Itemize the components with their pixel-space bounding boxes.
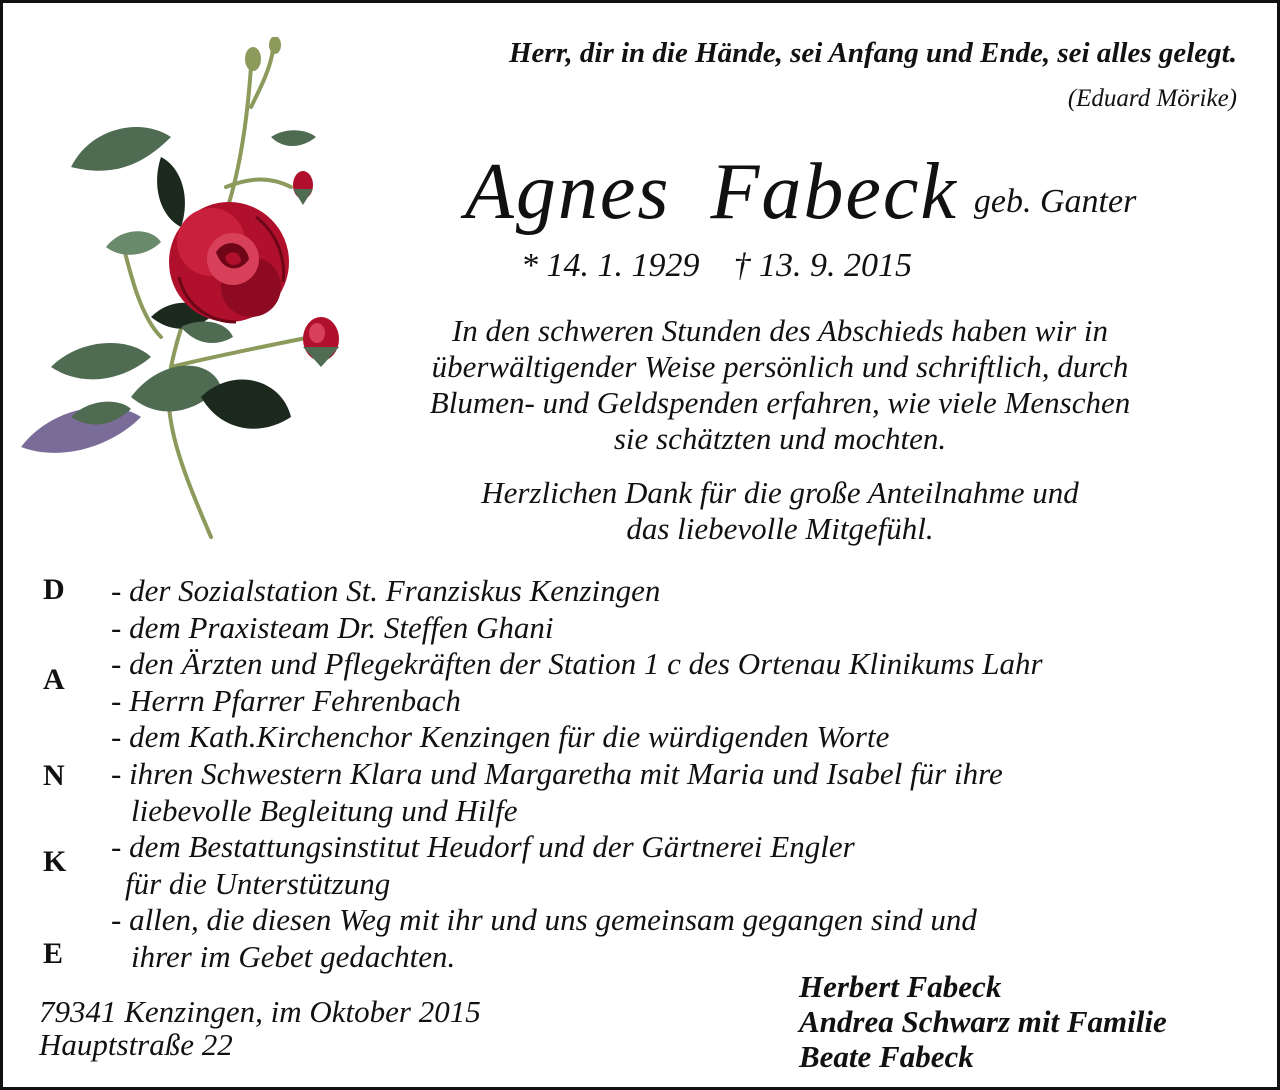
signer: Herbert Fabeck — [799, 969, 1002, 1004]
text-line: sie schätzten und mochten. — [613, 421, 947, 456]
danke-letter-n: N — [43, 759, 65, 792]
first-name: Agnes — [465, 148, 671, 236]
list-item: - dem Kath.Kirchenchor Kenzingen für die würdigenden Worte — [111, 719, 890, 755]
signers — [799, 969, 1167, 1074]
thanks-paragraph-2 — [355, 475, 1205, 547]
birth-date: * 14. 1. 1929 — [521, 247, 700, 284]
text-line: überwältigender Weise persönlich und schriftlich, durch — [431, 349, 1129, 384]
list-item-continuation: für die Unterstützung — [125, 865, 391, 901]
list-item: - ihren Schwestern Klara und Margaretha mit Maria und Isabel für ihre — [111, 755, 1003, 791]
text-line: das liebevolle Mitgefühl. — [626, 511, 934, 546]
life-dates — [521, 247, 912, 285]
last-name: Fabeck — [710, 148, 958, 236]
signer: Beate Fabeck — [799, 1039, 974, 1074]
epigraph-source: (Eduard Mörike) — [1067, 85, 1237, 112]
place-line-2: Hauptstraße 22 — [39, 1027, 233, 1062]
list-item: - Herrn Pfarrer Fehrenbach — [111, 682, 461, 718]
place-line-1: 79341 Kenzingen, im Oktober 2015 — [39, 994, 481, 1029]
list-item-continuation: ihrer im Gebet gedachten. — [131, 938, 456, 974]
thanks-paragraph-1 — [355, 313, 1205, 457]
danke-letter-e: E — [43, 937, 64, 970]
deceased-name — [465, 147, 1136, 238]
danke-letter-d: D — [43, 573, 65, 606]
thanks-list — [111, 573, 1043, 976]
list-item-continuation: liebevolle Begleitung und Hilfe — [131, 792, 518, 828]
list-item: - allen, die diesen Weg mit ihr und uns gemeinsam gegangen sind und — [111, 902, 977, 938]
danke-letter-a: A — [43, 663, 65, 696]
list-item: - den Ärzten und Pflegekräften der Station 1 c des Ortenau Klinikums Lahr — [111, 646, 1043, 682]
death-date: † 13. 9. 2015 — [733, 247, 912, 284]
text-line: Blumen- und Geldspenden erfahren, wie viele Menschen — [429, 385, 1131, 420]
epigraph-quote: Herr, dir in die Hände, sei Anfang und Ende, sei alles gelegt. — [508, 37, 1237, 69]
rose-illustration — [11, 37, 351, 547]
text-line: Herzlichen Dank für die große Anteilnahme und — [481, 475, 1079, 510]
list-item: - der Sozialstation St. Franziskus Kenzingen — [111, 573, 661, 608]
maiden-name: geb. Ganter — [973, 183, 1137, 220]
list-item: - dem Praxisteam Dr. Steffen Ghani — [111, 609, 554, 645]
danke-letter-k: K — [43, 845, 67, 878]
text-line: In den schweren Stunden des Abschieds haben wir in — [451, 313, 1109, 348]
signer: Andrea Schwarz mit Familie — [799, 1004, 1167, 1039]
place-and-date — [39, 995, 481, 1061]
list-item: - dem Bestattungsinstitut Heudorf und der Gärtnerei Engler — [111, 829, 855, 865]
